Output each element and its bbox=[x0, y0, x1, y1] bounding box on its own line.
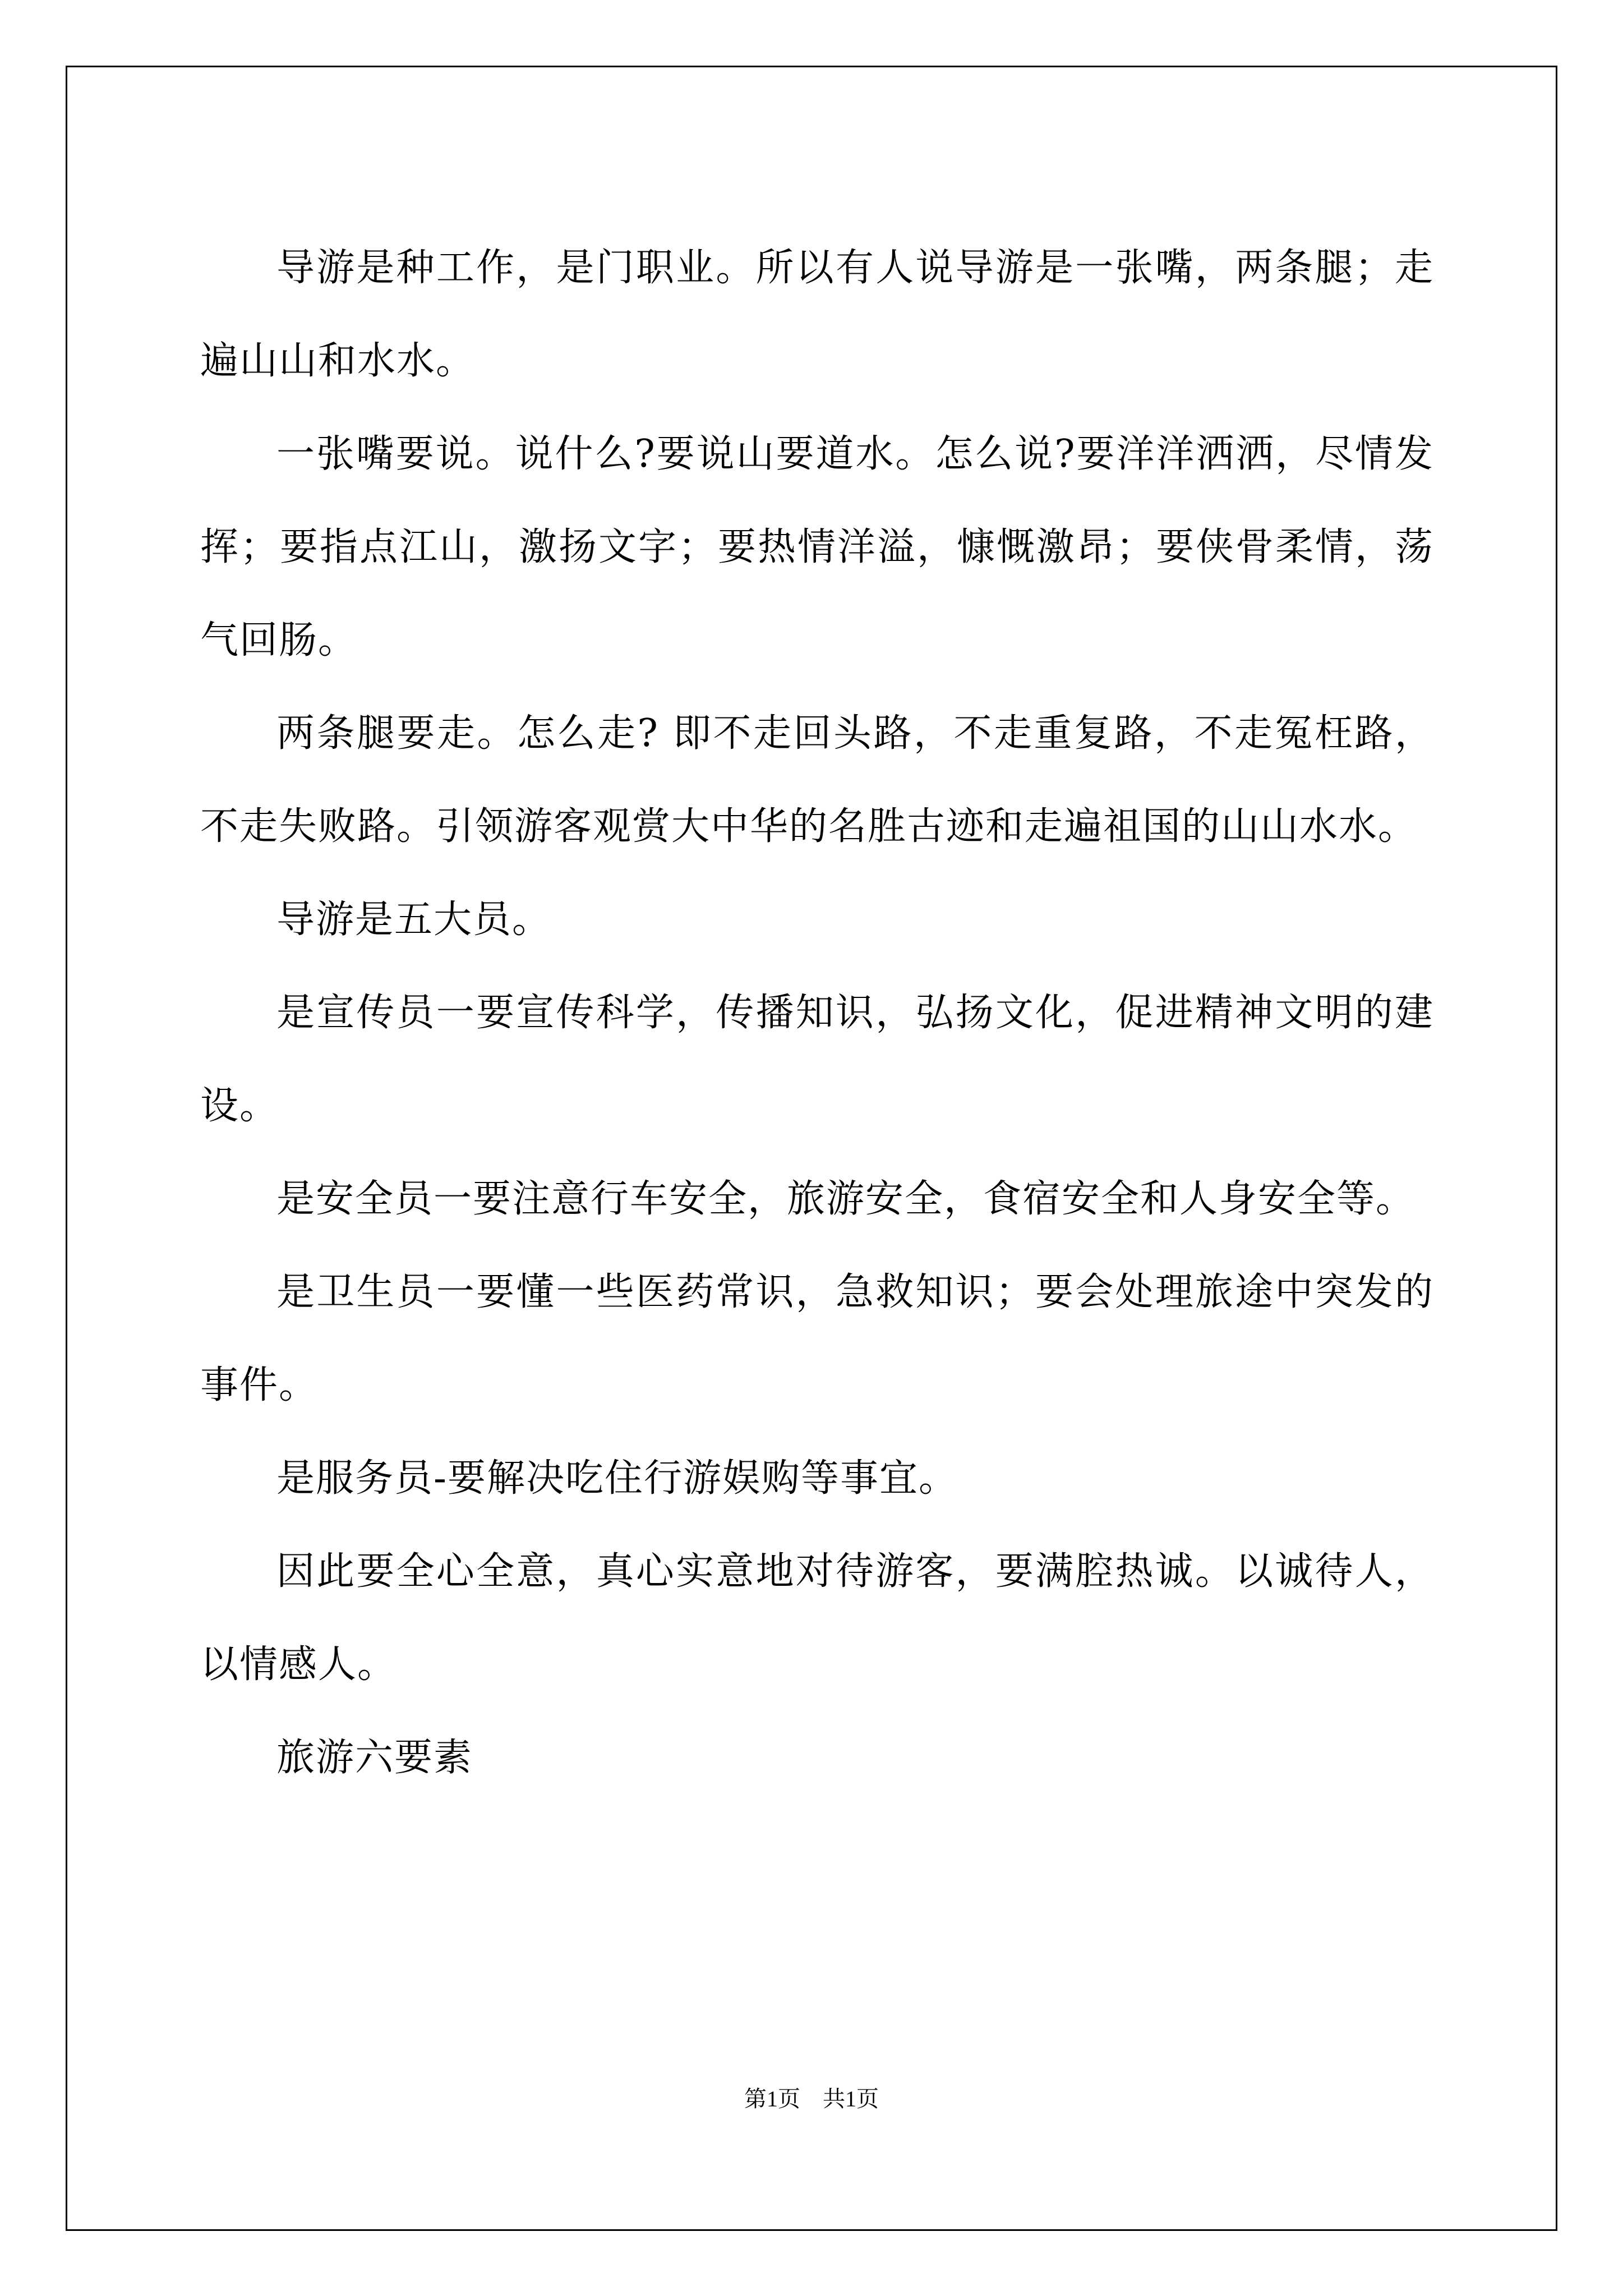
paragraph-10: 旅游六要素 bbox=[276, 1736, 473, 1780]
paragraph-1: 导游是种工作，是门职业。所以有人说导游是一张嘴，两条腿；走遍山山和水水。 bbox=[200, 246, 1434, 383]
paragraph-6: 是安全员一要注意行车安全，旅游安全，食宿安全和人身安全等。 bbox=[276, 1177, 1415, 1221]
paragraph-3: 两条腿要走。怎么走? 即不走回头路，不走重复路，不走冤枉路，不走失败路。引领游客观赏大中华的名胜古迹和走遍祖国的山山水水。 bbox=[200, 711, 1434, 849]
paragraph-9: 因此要全心全意，真心实意地对待游客，要满腔热诚。以诚待人，以情感人。 bbox=[200, 1549, 1434, 1687]
paragraph-8: 是服务员-要解决吃住行游娱购等事宜。 bbox=[276, 1456, 958, 1501]
paragraph-7: 是卫生员一要懂一些医药常识，急救知识；要会处理旅途中突发的事件。 bbox=[200, 1270, 1434, 1407]
page-footer: 第1页 共1页 bbox=[744, 2086, 879, 2111]
paragraph-2: 一张嘴要说。说什么?要说山要道水。怎么说?要洋洋洒洒，尽情发挥；要指点江山，激扬文字；要热情洋溢，慷慨激昂；要侠骨柔情，荡气回肠。 bbox=[200, 432, 1434, 662]
paragraph-4: 导游是五大员。 bbox=[276, 898, 552, 942]
document-body bbox=[200, 222, 1434, 1805]
paragraph-5: 是宣传员一要宣传科学，传播知识，弘扬文化，促进精神文明的建设。 bbox=[200, 991, 1434, 1128]
